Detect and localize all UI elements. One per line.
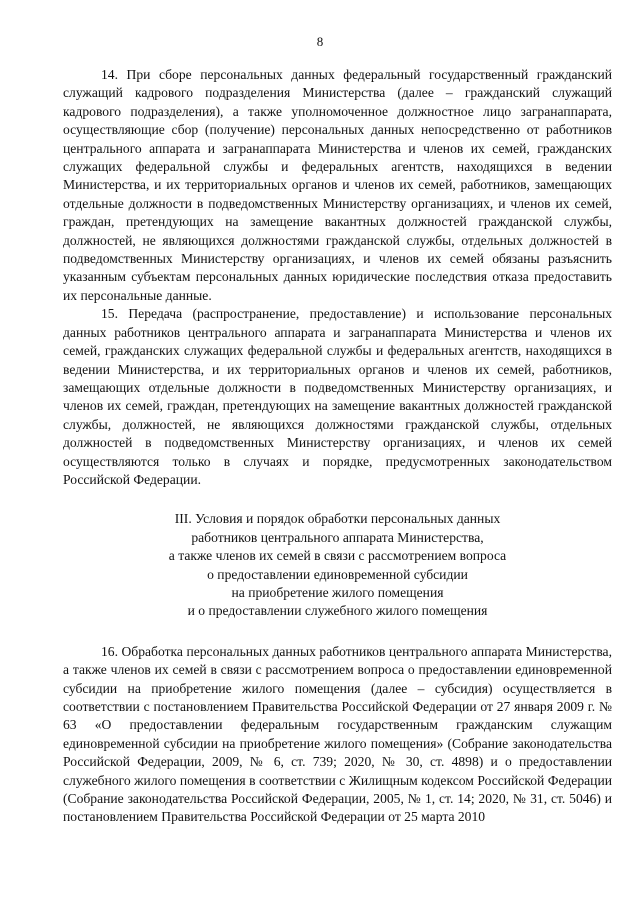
section-heading-line: о предоставлении единовременной субсидии xyxy=(207,566,468,582)
paragraph-14: 14. При сборе персональных данных федеральный государственный гражданский служащий кадрового подразделения Министерства (далее – гражданский служащий кадрового подразделения), а также уполномоченное должностное лицо загранаппарата, осуществляющие сбор (получение) персональных данных непосредственно от работников центрального аппарата и загранаппарата Министерства и членов их семей, гражданских служащих федеральной службы и федеральных агентств, находящихся в ведении Министерства, и их территориальных органов и членов их семей, работников, замещающих отдельные должности в подведомственных Министерству организациях, и членов их семей, граждан, претендующих на замещение вакантных должностей гражданской службы, должностей, не являющихся должностями гражданской службы, отдельных должностей в подведомственных Министерству организациях, и членов их семей обязаны разъяснить указанным субъектам персональных данных юридические последствия отказа предоставить их персональные данные. xyxy=(63,67,612,303)
paragraph-16: 16. Обработка персональных данных работников центрального аппарата Министерства, а также членов их семей в связи с рассмотрением вопроса о предоставлении единовременной субсидии на приобретение жилого помещения (далее – субсидия) осуществляется в соответствии с постановлением Правительства Российской Федерации от 27 января 2009 г. № 63 «О предоставлении федеральным государственным гражданским служащим единовременной субсидии на приобретение жилого помещения» (Собрание законодательства Российской Федерации, 2009, № 6, ст. 739; 2020, № 30, ст. 4898) и о предоставлении служебного жилого помещения в соответствии с Жилищным кодексом Российской Федерации (Собрание законодательства Российской Федерации, 2005, № 1, ст. 14; 2020, № 31, ст. 5046) и постановлением Правительства Российской Федерации от 25 марта 2010 xyxy=(63,643,612,825)
section-heading xyxy=(63,510,612,620)
document-body xyxy=(63,66,612,827)
section-heading-line: III. Условия и порядок обработки персональных данных xyxy=(174,511,501,527)
section-heading-line: на приобретение жилого помещения xyxy=(231,584,444,600)
section-heading-line: и о предоставлении служебного жилого помещения xyxy=(187,603,488,619)
section-heading-line: а также членов их семей в связи с рассмотрением вопроса xyxy=(168,548,507,564)
paragraph-15: 15. Передача (распространение, предоставление) и использование персональных данных работников центрального аппарата и загранаппарата Министерства и членов их семей, гражданских служащих федеральной службы и федеральных агентств, находящихся в ведении Министерства, и их территориальных органов и членов их семей, работников, замещающих отдельные должности в подведомственных Министерству организациях, и членов их семей, граждан, претендующих на замещение вакантных должностей гражданской службы, должностей, не являющихся должностями гражданской службы, отдельных должностей в подведомственных Министерству организациях, и членов их семей осуществляются только в случаях и порядке, предусмотренных законодательством Российской Федерации. xyxy=(63,306,612,487)
page-number: 8 xyxy=(316,34,324,49)
section-heading-line: работников центрального аппарата Министерства, xyxy=(191,529,484,545)
